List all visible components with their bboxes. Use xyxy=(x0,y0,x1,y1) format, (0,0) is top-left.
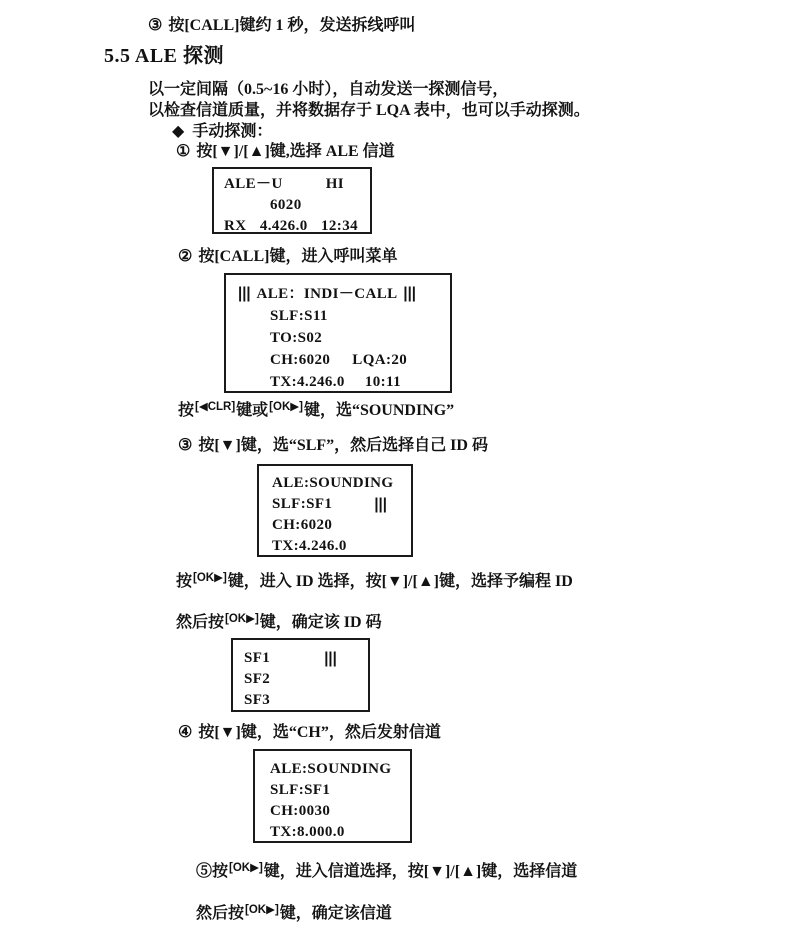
step-number: ③ xyxy=(148,17,163,34)
step-text: 按[CALL]键，进入呼叫菜单 xyxy=(198,248,398,265)
paragraph-line-1: 以一定间隔（0.5~16 小时），自动发送一探测信号， xyxy=(148,81,509,98)
slf-value: SLF:SF1 xyxy=(272,496,333,512)
screen-row xyxy=(226,349,450,371)
instr-text: 键，选“SOUNDING” xyxy=(303,402,455,419)
cursor-bars-icon: ||| xyxy=(324,649,337,668)
ch-value: CH:6020 xyxy=(270,352,331,368)
paragraph-line-2: 以检查信道质量，并将数据存于 LQA 表中，也可以手动探测。 xyxy=(148,102,590,119)
step-text: 按[CALL]键约 1 秒，发送拆线呼叫 xyxy=(168,17,416,34)
sounding-instruction xyxy=(178,401,454,422)
call-menu-title: ALE：INDI－CALL xyxy=(256,286,398,302)
slf-value: SLF:S11 xyxy=(270,308,328,324)
screen-row xyxy=(244,690,368,711)
instr-text: 键或 xyxy=(236,402,269,419)
id-select-instruction xyxy=(176,572,573,593)
ale-mode-value: ALE:SOUNDING xyxy=(270,761,392,777)
step-text: 按[▼]键，选“CH”，然后发射信道 xyxy=(198,724,441,741)
lcd-screen-call-menu xyxy=(224,273,452,393)
cursor-bars-icon: ||| xyxy=(374,495,387,514)
lqa-value: LQA:20 xyxy=(352,352,408,368)
instr-text: 按 xyxy=(176,573,193,590)
id-item-sf2: SF2 xyxy=(244,671,271,687)
bullet-text: 手动探测： xyxy=(192,123,273,140)
time-value: 10:11 xyxy=(364,374,402,390)
lcd-screen-ale-channel xyxy=(212,167,372,234)
id-item-sf3: SF3 xyxy=(244,692,271,708)
screen-row xyxy=(272,536,411,557)
step-2 xyxy=(178,247,397,267)
screen-row xyxy=(226,283,450,305)
clr-key-label: [◀CLR] xyxy=(195,401,236,413)
screen-row xyxy=(272,494,411,515)
screen-row xyxy=(270,801,410,822)
instr-text: 按 xyxy=(212,863,229,880)
channel-value: 6020 xyxy=(270,197,302,213)
screen-row xyxy=(244,648,368,669)
lcd-screen-sounding-slf xyxy=(257,464,413,557)
final-confirm-instruction xyxy=(196,904,392,925)
screen-row xyxy=(226,371,450,393)
prev-section-step xyxy=(148,16,415,36)
ok-key-label: [OK▶] xyxy=(229,862,263,874)
step-number: ② xyxy=(178,248,193,265)
rx-label: RX xyxy=(224,218,247,234)
step-number: ① xyxy=(176,143,191,160)
tx-value: TX:4.246.0 xyxy=(272,538,347,554)
ok-key-label: [OK▶] xyxy=(269,401,303,413)
step-1 xyxy=(176,142,395,162)
instr-text: 键，确定该 ID 码 xyxy=(259,614,382,631)
instr-text: 然后按 xyxy=(176,614,225,631)
screen-row xyxy=(270,822,410,843)
screen-row xyxy=(244,669,368,690)
instr-text: 按 xyxy=(178,402,195,419)
lcd-screen-id-list xyxy=(231,638,370,712)
screen-row xyxy=(226,327,450,349)
ch-value: CH:0030 xyxy=(270,803,331,819)
cursor-bars-icon: ||| xyxy=(403,284,416,303)
screen-row xyxy=(272,473,411,494)
bullet-line xyxy=(172,122,272,142)
rx-frequency-value: 4.426.0 xyxy=(259,218,308,234)
to-value: TO:S02 xyxy=(270,330,323,346)
section-heading: 5.5 ALE 探测 xyxy=(104,45,225,67)
screen-row xyxy=(214,216,370,237)
screen-row xyxy=(214,195,370,216)
cursor-bars-icon: ||| xyxy=(238,284,251,303)
step-5 xyxy=(196,862,577,883)
slf-value: SLF:SF1 xyxy=(270,782,331,798)
step-number: ③ xyxy=(178,437,193,454)
lcd-screen-sounding-ch xyxy=(253,749,412,843)
step-4 xyxy=(178,723,441,743)
id-confirm-instruction xyxy=(176,613,382,634)
time-value: 12:34 xyxy=(321,218,358,234)
diamond-icon: ◆ xyxy=(172,123,185,140)
step-3 xyxy=(178,436,488,456)
instr-text: 键，进入信道选择，按[▼]/[▲]键，选择信道 xyxy=(263,863,578,880)
tx-value: TX:8.000.0 xyxy=(270,824,345,840)
ale-mode-value: ALE－U xyxy=(224,176,283,192)
instr-text: 然后按 xyxy=(196,905,245,922)
screen-row xyxy=(214,174,370,195)
step-text: 按[▼]/[▲]键,选择 ALE 信道 xyxy=(196,143,395,160)
step-text: 按[▼]键，选“SLF”，然后选择自己 ID 码 xyxy=(198,437,488,454)
band-value: HI xyxy=(325,176,344,192)
ch-value: CH:6020 xyxy=(272,517,333,533)
id-item-sf1: SF1 xyxy=(244,650,271,666)
screen-row xyxy=(270,759,410,780)
screen-row xyxy=(272,515,411,536)
step-number: ④ xyxy=(178,724,193,741)
ok-key-label: [OK▶] xyxy=(193,572,227,584)
screen-row xyxy=(226,305,450,327)
ok-key-label: [OK▶] xyxy=(225,613,259,625)
screen-row xyxy=(270,780,410,801)
instr-text: 键，确定该信道 xyxy=(279,905,392,922)
ok-key-label: [OK▶] xyxy=(245,904,279,916)
instr-text: 键，进入 ID 选择，按[▼]/[▲]键，选择予编程 ID xyxy=(227,573,573,590)
ale-mode-value: ALE:SOUNDING xyxy=(272,475,394,491)
tx-value: TX:4.246.0 xyxy=(270,374,345,390)
step-number: ⑤ xyxy=(196,863,213,880)
